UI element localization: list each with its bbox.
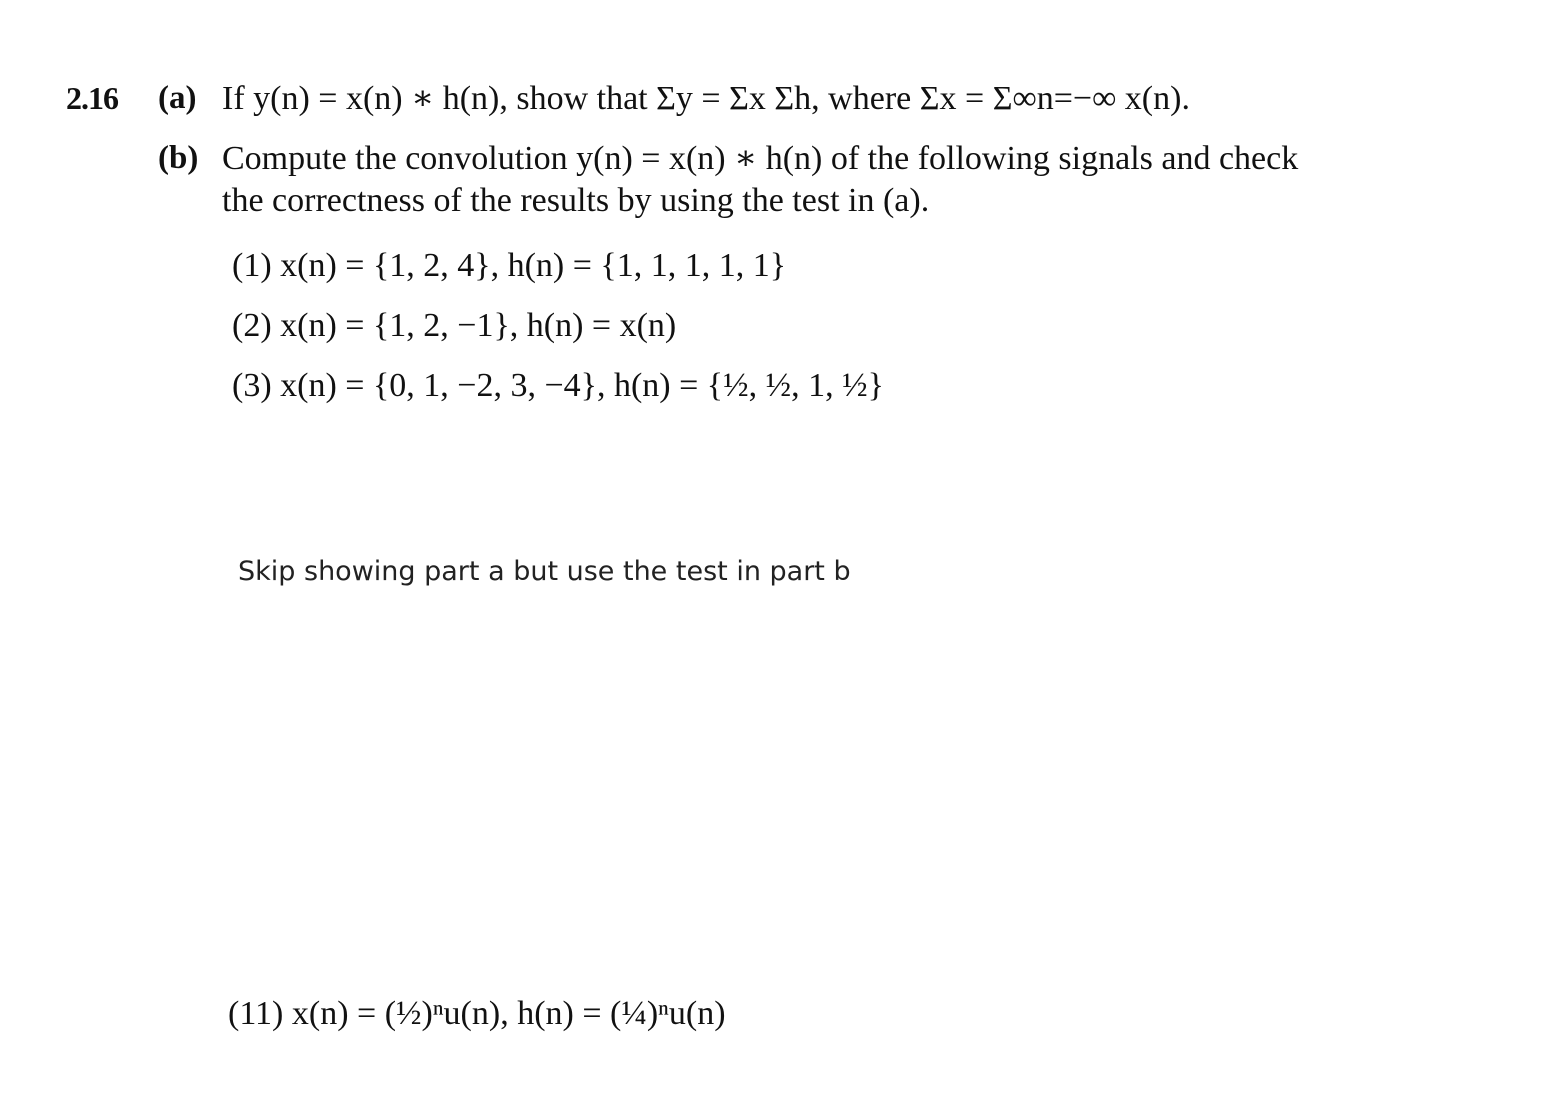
part-b-label: (b) [158, 140, 199, 176]
part-b-text-line-1: Compute the convolution y(n) = x(n) ∗ h(n) of the following signals and check [222, 140, 1299, 177]
part-a-label: (a) [158, 80, 197, 116]
part-a-text: If y(n) = x(n) ∗ h(n), show that Σy = Σx Σh, where Σx = Σ∞n=−∞ x(n). [222, 80, 1190, 117]
part-b-text-line-2: the correctness of the results by using the test in (a). [222, 182, 930, 219]
handwritten-note: Skip showing part a but use the test in part b [238, 556, 851, 587]
signal-pair-11: (11) x(n) = (½)ⁿu(n), h(n) = (¼)ⁿu(n) [228, 995, 726, 1032]
signal-pair-1: (1) x(n) = {1, 2, 4}, h(n) = {1, 1, 1, 1, 1} [232, 247, 787, 284]
signal-pair-3: (3) x(n) = {0, 1, −2, 3, −4}, h(n) = {½, ½, 1, ½} [232, 367, 884, 404]
signal-pair-2: (2) x(n) = {1, 2, −1}, h(n) = x(n) [232, 307, 677, 344]
problem-number: 2.16 [66, 80, 118, 116]
